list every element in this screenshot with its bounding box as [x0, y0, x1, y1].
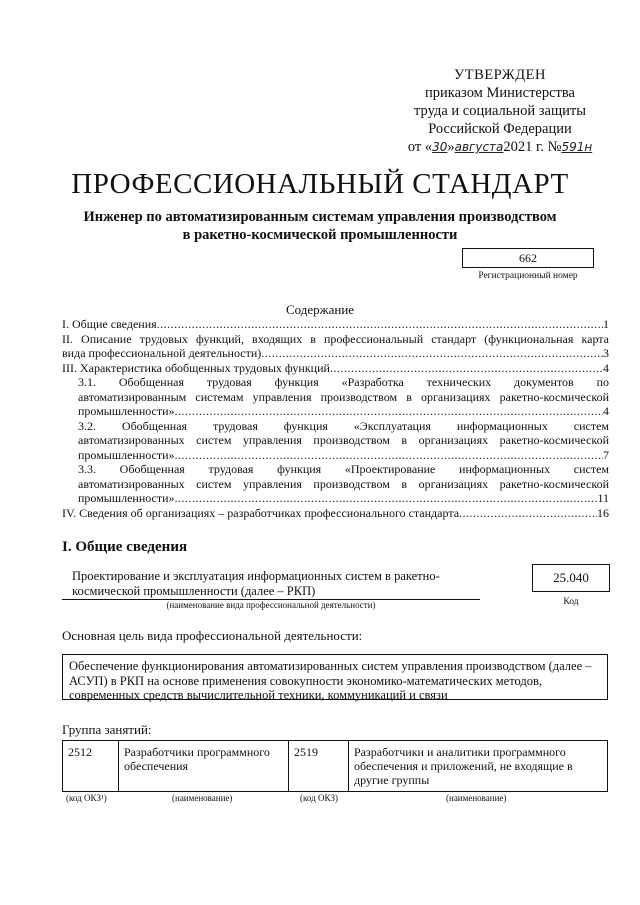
- toc-item[interactable]: IV. Сведения об организациях – разработчиках профессионального стандарта ..... 16: [62, 506, 609, 521]
- approval-line: Российской Федерации: [428, 121, 572, 137]
- toc-page: 7: [603, 447, 609, 462]
- date-year: 2021 г. №: [503, 139, 562, 155]
- goal-label: Основная цель вида профессиональной деятельности:: [62, 628, 363, 643]
- okz-code-label: (код ОКЗ¹): [66, 793, 107, 803]
- subtitle-line: Инженер по автоматизированным системам управления производством: [83, 209, 557, 225]
- subtitle-line: в ракетно-космической промышленности: [182, 227, 458, 243]
- toc-item[interactable]: 3.2. Обобщенная трудовая функция «Эксплуатация информационных систем автоматизированных систем управления производством в организациях ракетно-космической промышленности» ..... 7: [62, 419, 609, 463]
- occupation-name-cell: Разработчики программного обеспечения: [119, 741, 289, 792]
- okz-code-cell: 2512: [63, 741, 119, 792]
- toc-page: 4: [603, 360, 609, 375]
- activity-kind-name: Проектирование и эксплуатация информационных систем в ракетно- космической промышленности (далее – РКП): [72, 569, 440, 598]
- toc-page: 4: [603, 404, 609, 418]
- document-title: ПРОФЕССИОНАЛЬНЫЙ СТАНДАРТ: [71, 168, 569, 200]
- goal-box: Обеспечение функционирования автоматизированных систем управления производством (далее – АСУП) в РКП на основе применения совокупности экономико-математических методов, современных средств вычислительной техники, коммуникаций и связи: [62, 654, 608, 700]
- okz-code-label: (код ОКЗ): [300, 793, 338, 803]
- occupation-group-table: [62, 740, 608, 792]
- toc-page: 16: [597, 505, 609, 520]
- occupation-name-label: (наименование): [172, 793, 233, 803]
- toc-item[interactable]: III. Характеристика обобщенных трудовых функций ..... 4: [62, 361, 609, 376]
- handwritten-day: 30: [432, 140, 448, 154]
- registration-number-label: Регистрационный номер: [478, 271, 578, 281]
- section-heading: I. Общие сведения: [62, 539, 188, 555]
- occupation-group-label: Группа занятий:: [62, 722, 152, 737]
- activity-code-box: 25.040: [532, 564, 610, 592]
- table-row: [63, 741, 608, 792]
- activity-kind-label: (наименование вида профессиональной деятельности): [166, 600, 376, 610]
- toc-item[interactable]: 3.1. Обобщенная трудовая функция «Разработка технических документов по автоматизированным системам управления производством в организациях ракетно-космической промышленности» ..... 4: [62, 375, 609, 419]
- approval-block: [380, 66, 620, 156]
- approval-line: труда и социальной защиты: [414, 103, 586, 119]
- occupation-name-label: (наименование): [446, 793, 507, 803]
- handwritten-number: 591н: [561, 140, 593, 154]
- toc-title: Содержание: [285, 302, 355, 317]
- occupation-name-cell: Разработчики и аналитики программного обеспечения и приложений, не входящие в другие группы: [349, 741, 608, 792]
- table-of-contents: [62, 317, 609, 520]
- document-subtitle: [40, 208, 600, 244]
- toc-item[interactable]: II. Описание трудовых функций, входящих в профессиональный стандарт (функциональная карта вида профессиональной деятельности) ..... 3: [62, 332, 609, 361]
- activity-code-label: Код: [563, 597, 579, 607]
- toc-page: 11: [597, 491, 609, 505]
- handwritten-month: августа: [454, 140, 504, 154]
- toc-page: 3: [603, 346, 609, 360]
- okz-code-cell: 2519: [289, 741, 349, 792]
- registration-number-box: 662: [462, 248, 594, 268]
- toc-item[interactable]: I. Общие сведения ..... 1: [62, 317, 609, 332]
- approval-date-line: от «30»августа2021 г. №591н: [407, 139, 593, 155]
- approval-heading: УТВЕРЖДЕН: [454, 67, 546, 83]
- toc-item[interactable]: 3.3. Обобщенная трудовая функция «Проектирование информационных систем автоматизированных систем управления производством в организациях ракетно-космической промышленности» ..... 11: [62, 462, 609, 506]
- toc-page: 1: [603, 317, 609, 331]
- approval-line: приказом Министерства: [425, 85, 575, 101]
- date-prefix: от «: [407, 139, 433, 155]
